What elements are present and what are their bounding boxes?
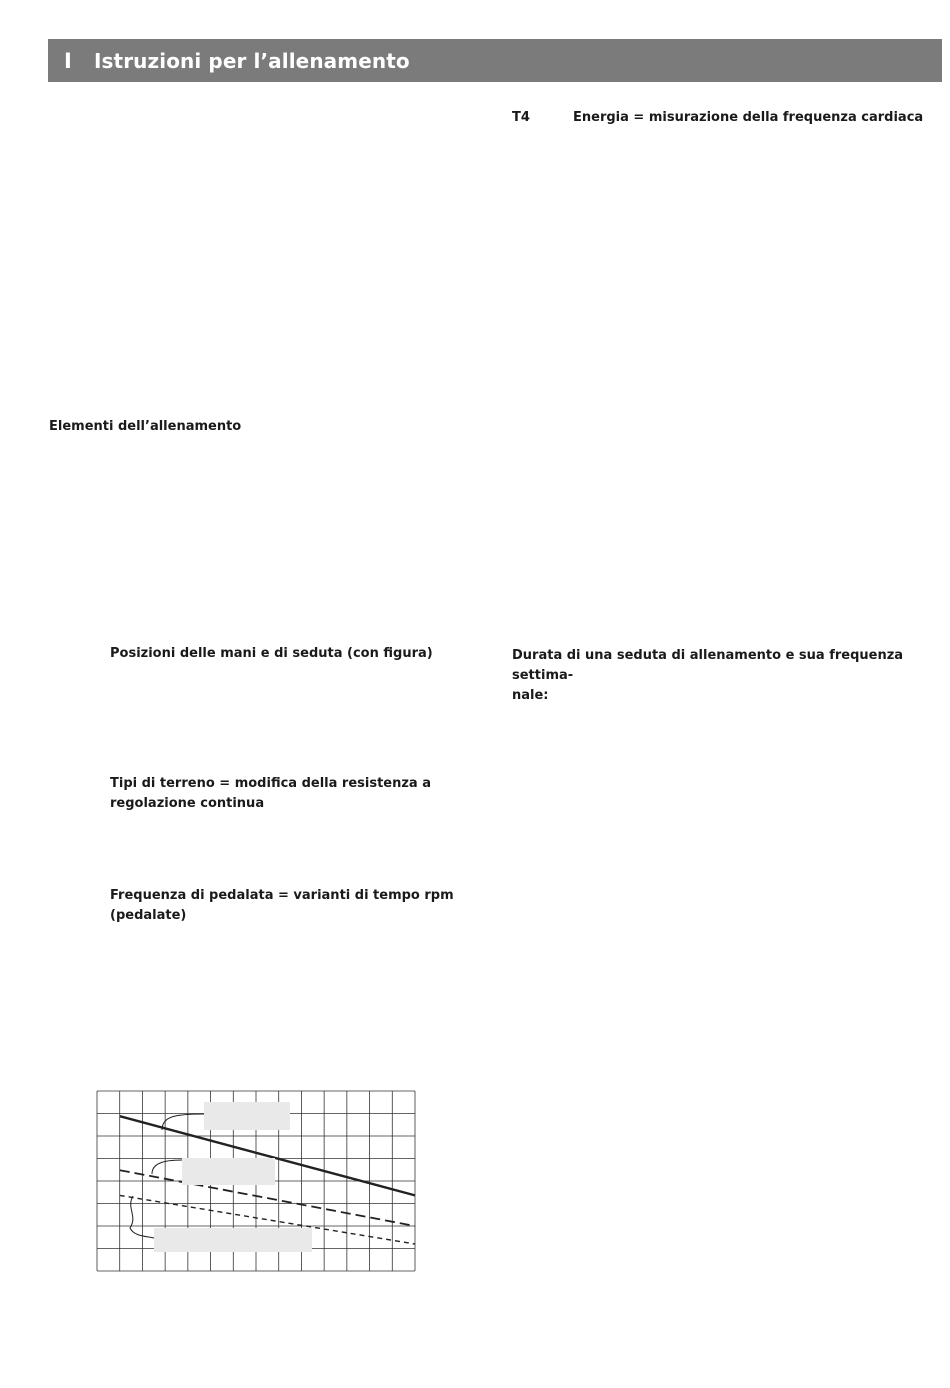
section-header	[48, 39, 942, 82]
chart-svg	[96, 1090, 416, 1272]
duration-heading	[512, 646, 950, 706]
terrain-heading	[110, 774, 431, 814]
leader-line-1	[162, 1114, 204, 1130]
section-code-t4: T4	[512, 110, 530, 125]
page-title: Istruzioni per l’allenamento	[94, 48, 410, 73]
terrain-heading-line1: Tipi di terreno = modifica della resistenza a	[110, 776, 431, 791]
leader-line-3	[130, 1196, 154, 1238]
hand-positions-heading: Posizioni delle mani e di seduta (con figura)	[110, 646, 433, 661]
terrain-heading-line2: regolazione continua	[110, 796, 265, 811]
cadence-heading-line2: (pedalate)	[110, 908, 187, 923]
elements-heading: Elementi dell’allenamento	[49, 419, 242, 434]
t4-heading: Energia = misurazione della frequenza cardiaca	[573, 110, 924, 125]
label-box-3	[154, 1228, 312, 1252]
duration-heading-line2: nale:	[512, 688, 549, 703]
cadence-heading	[110, 886, 454, 926]
section-letter: I	[64, 48, 72, 73]
label-box-2	[182, 1158, 275, 1185]
leader-line-2	[152, 1160, 182, 1174]
duration-heading-line1: Durata di una seduta di allenamento e sua frequenza settima-	[512, 648, 904, 683]
cadence-heading-line1: Frequenza di pedalata = varianti di tempo rpm	[110, 888, 454, 903]
label-box-1	[204, 1102, 290, 1130]
intensity-chart	[96, 1090, 416, 1272]
